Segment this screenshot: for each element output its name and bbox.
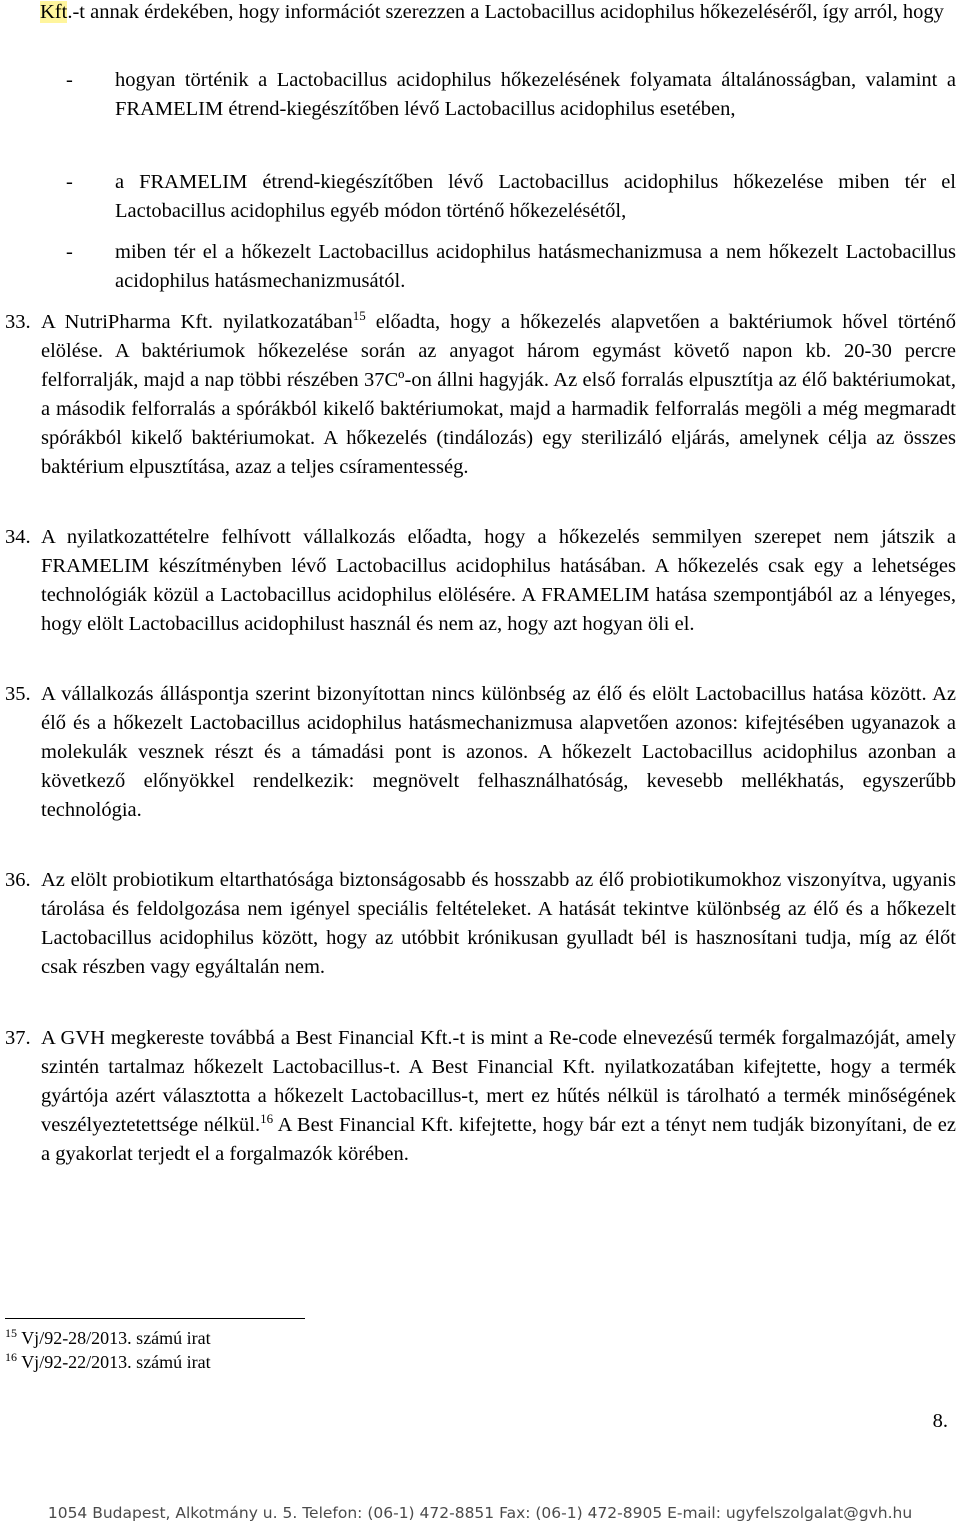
footnote bbox=[5, 1350, 211, 1374]
paragraph-number: 35. bbox=[5, 683, 31, 705]
footnote-ref: 15 bbox=[352, 308, 366, 324]
paragraph-body: A vállalkozás álláspontja szerint bizonyítottan nincs különbség az élő és elölt Lactobacillus hatása között. Az élő és a hőkezelt Lactobacillus acidophilus hatásmechanizmusa alapvetően azonos: kifejtésében ugyanazok a molekulák vesznek részt és a támadási pont is azonos. A hőkezelt Lactobacillus acidophilus azonban a következő előnyökkel rendelkezik: megnövelt felhasználhatóság, kevesebb mellékhatás, egyszerűbb technológia. bbox=[41, 683, 956, 821]
intro-highlight: Kft bbox=[40, 1, 68, 23]
paragraph-number: 37. bbox=[5, 1027, 31, 1049]
bullet-dash: - bbox=[66, 69, 73, 91]
footnote bbox=[5, 1326, 211, 1350]
paragraph-37 bbox=[5, 1024, 956, 1169]
footnote-number: 15 bbox=[5, 1326, 17, 1340]
intro-text: .-t annak érdekében, hogy információt szerezzen a Lactobacillus acidophilus hőkezeléséről, így arról, hogy bbox=[67, 1, 944, 23]
bullet-text: hogyan történik a Lactobacillus acidophilus hőkezelésének folyamata általánosságban, valamint a FRAMELIM étrend-kiegészítőben lévő Lactobacillus acidophilus esetében, bbox=[115, 69, 956, 120]
footnotes bbox=[5, 1326, 211, 1374]
paragraph-number: 34. bbox=[5, 526, 31, 548]
paragraph-34 bbox=[5, 523, 956, 639]
bullet-item bbox=[66, 66, 956, 124]
footnote-separator bbox=[5, 1318, 305, 1319]
page-footer: 1054 Budapest, Alkotmány u. 5. Telefon: (06-1) 472-8851 Fax: (06-1) 472-8905 E-mail: ugyfelszolgalat@gvh.hu bbox=[47, 1504, 913, 1522]
footnote-text: Vj/92-28/2013. számú irat bbox=[21, 1328, 211, 1348]
footnote-ref: 16 bbox=[260, 1111, 274, 1127]
paragraph-number: 33. bbox=[5, 311, 31, 333]
intro-paragraph bbox=[40, 0, 956, 27]
paragraph-33 bbox=[5, 308, 956, 482]
paragraph-body bbox=[41, 308, 956, 482]
paragraph-text: előadta, hogy a hőkezelés alapvetően a baktériumok hővel történő elölése. A baktériumok hőkezelése során az anyagot három egymást követő napon kb. 20-30 percre felforralják, majd a nap többi részében 37Cº-on állni hagyják. Az első forralás elpusztítja az élő baktériumokat, a második felforralás a spórákból kikelő baktériumokat, majd a harmadik felforralás megöli a még megmaradt spórákból kikelő baktériumokat. A hőkezelés (tindálozás) egy sterilizáló eljárás, amelynek célja az összes baktérium elpusztítása, azaz a teljes csíramentesség. bbox=[41, 311, 956, 478]
bullet-dash: - bbox=[66, 171, 73, 193]
paragraph-body bbox=[41, 1024, 956, 1169]
paragraph-36 bbox=[5, 866, 956, 982]
footnote-number: 16 bbox=[5, 1350, 17, 1364]
paragraph-number: 36. bbox=[5, 869, 31, 891]
paragraph-text: A GVH megkereste továbbá a Best Financial Kft.-t is mint a Re-code elnevezésű termék forgalmazóját, amely szintén tartalmaz hőkezelt Lactobacillus-t. A Best Financial Kft. nyilatkozatában kifejtette, hogy a termék gyártója azért választotta a hőkezelt Lactobacillus-t, mert ez hűtés nélkül is tárolható a termék minőségének veszélyeztetettsége nélkül. bbox=[41, 1027, 956, 1136]
bullet-item bbox=[66, 168, 956, 226]
paragraph-body: Az elölt probiotikum eltarthatósága biztonságosabb és hosszabb az élő probiotikumokhoz viszonyítva, ugyanis tárolása és feldolgozása nem igényel speciális feltételeket. A hatását tekintve különbség az élő és a hőkezelt Lactobacillus acidophilus között, hogy az utóbbit krónikusan gyulladt bél is hasznosítani tudja, míg az élőt csak részben vagy egyáltalán nem. bbox=[41, 869, 956, 978]
bullet-text: miben tér el a hőkezelt Lactobacillus acidophilus hatásmechanizmusa a nem hőkezelt Lactobacillus acidophilus hatásmechanizmusától. bbox=[115, 241, 956, 292]
bullet-text: a FRAMELIM étrend-kiegészítőben lévő Lactobacillus acidophilus hőkezelése miben tér el Lactobacillus acidophilus egyéb módon történő hőkezelésétől, bbox=[115, 171, 956, 222]
bullet-dash: - bbox=[66, 241, 73, 263]
bullet-item bbox=[66, 238, 956, 296]
paragraph-body: A nyilatkozattételre felhívott vállalkozás előadta, hogy a hőkezelés semmilyen szerepet nem játszik a FRAMELIM készítményben lévő Lactobacillus acidophilus hatásában. A hőkezelés csak egy a lehetséges technológiák közül a Lactobacillus acidophilus elölésére. A FRAMELIM hatása szempontjából az a lényeges, hogy elölt Lactobacillus acidophilust használ és nem az, hogy azt hogyan öli el. bbox=[41, 526, 956, 635]
paragraph-35 bbox=[5, 680, 956, 825]
footnote-text: Vj/92-22/2013. számú irat bbox=[21, 1352, 211, 1372]
page-number: 8. bbox=[932, 1410, 948, 1432]
paragraph-text: A Best Financial Kft. kifejtette, hogy bár ezt a tényt nem tudják bizonyítani, de ez a gyakorlat terjedt el a forgalmazók körében. bbox=[41, 1114, 956, 1165]
paragraph-text: A NutriPharma Kft. nyilatkozatában bbox=[41, 311, 353, 333]
